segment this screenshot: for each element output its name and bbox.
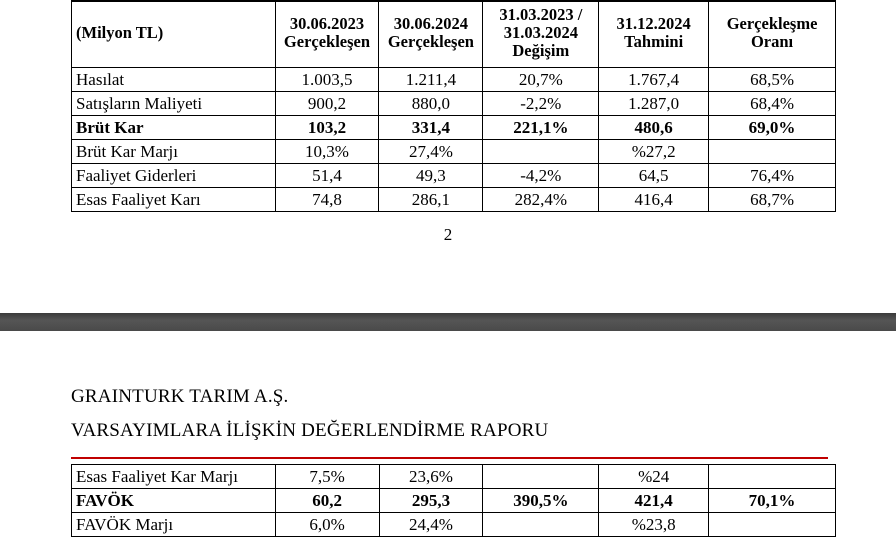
table-cell: 880,0 [379,92,483,116]
table-cell [483,513,599,537]
table-cell: 27,4% [379,140,483,164]
row-label: FAVÖK [72,489,276,513]
header-line: 31.03.2024 [503,23,578,42]
company-name: GRAINTURK TARIM A.Ş. [71,386,289,407]
table-cell: 286,1 [379,188,483,212]
table-cell: 421,4 [599,489,709,513]
header-unit [72,0,276,68]
header-line: Tahmini [624,32,684,51]
header-2024-forecast [599,0,709,68]
table-cell: -2,2% [483,92,599,116]
table-cell: 60,2 [275,489,379,513]
table-row [72,188,836,212]
table-cell: 390,5% [483,489,599,513]
header-line: Değişim [512,41,570,60]
table-cell: 10,3% [275,140,379,164]
table-cell: 480,6 [599,116,709,140]
table-cell: 416,4 [599,188,709,212]
row-label: FAVÖK Marjı [72,513,276,537]
table-cell [483,465,599,489]
table-cell [709,465,836,489]
header-change [483,0,599,68]
table-cell: 64,5 [599,164,709,188]
row-label: Brüt Kar Marjı [72,140,276,164]
table-cell: 74,8 [275,188,379,212]
table-row [72,68,836,92]
table-cell: 24,4% [379,513,483,537]
header-line: 30.06.2024 [393,14,469,33]
table-row [72,513,836,537]
header-line: Gerçekleşen [387,32,474,51]
table-cell: 295,3 [379,489,483,513]
row-label: Brüt Kar [72,116,276,140]
table-cell: 331,4 [379,116,483,140]
header-2024-actual [379,0,483,68]
table-cell: 49,3 [379,164,483,188]
table-cell [483,140,599,164]
table-cell: 20,7% [483,68,599,92]
table-cell: 6,0% [275,513,379,537]
page-number: 2 [443,225,453,244]
table-row [72,92,836,116]
page-separator [0,313,896,331]
header-line: 31.12.2024 [616,14,691,33]
table-cell: 68,7% [709,188,836,212]
table-header-row [72,0,836,68]
table-cell: 1.003,5 [275,68,379,92]
header-line: 30.06.2023 [289,14,365,33]
table-cell: 103,2 [275,116,379,140]
table-cell [709,513,836,537]
table-cell: 70,1% [709,489,836,513]
table-row [72,465,836,489]
table-cell: %27,2 [599,140,709,164]
header-line: Gerçekleşen [283,32,371,51]
table-cell: 282,4% [483,188,599,212]
table-cell: 1.767,4 [599,68,709,92]
table-row [72,140,836,164]
header-line: Oranı [750,32,794,51]
table-cell: %23,8 [599,513,709,537]
table-cell: 68,5% [709,68,836,92]
row-label: Faaliyet Giderleri [72,164,276,188]
table-cell: 68,4% [709,92,836,116]
report-title: VARSAYIMLARA İLİŞKİN DEĞERLENDİRME RAPORU [71,420,549,441]
table-cell: 221,1% [483,116,599,140]
financial-table-top [71,0,836,212]
table-cell: 69,0% [709,116,836,140]
table-cell: -4,2% [483,164,599,188]
table-cell: 23,6% [379,465,483,489]
row-label: Satışların Maliyeti [72,92,276,116]
table-cell: 900,2 [275,92,379,116]
header-line: (Milyon TL) [76,23,164,42]
row-label: Hasılat [72,68,276,92]
row-label: Esas Faaliyet Karı [72,188,276,212]
header-line: 31.03.2023 / [499,5,583,24]
table-cell [709,140,836,164]
table-row [72,116,836,140]
table-cell: 1.211,4 [379,68,483,92]
table-cell: 51,4 [275,164,379,188]
header-red-rule [71,457,828,459]
table-cell: 1.287,0 [599,92,709,116]
table-cell: 7,5% [275,465,379,489]
header-realization-rate [709,0,836,68]
header-2023-actual [275,0,379,68]
row-label: Esas Faaliyet Kar Marjı [72,465,276,489]
table-cell: %24 [599,465,709,489]
financial-table-bottom [71,464,836,537]
table-row [72,164,836,188]
header-line: Gerçekleşme [726,14,818,33]
table-row [72,489,836,513]
table-cell: 76,4% [709,164,836,188]
